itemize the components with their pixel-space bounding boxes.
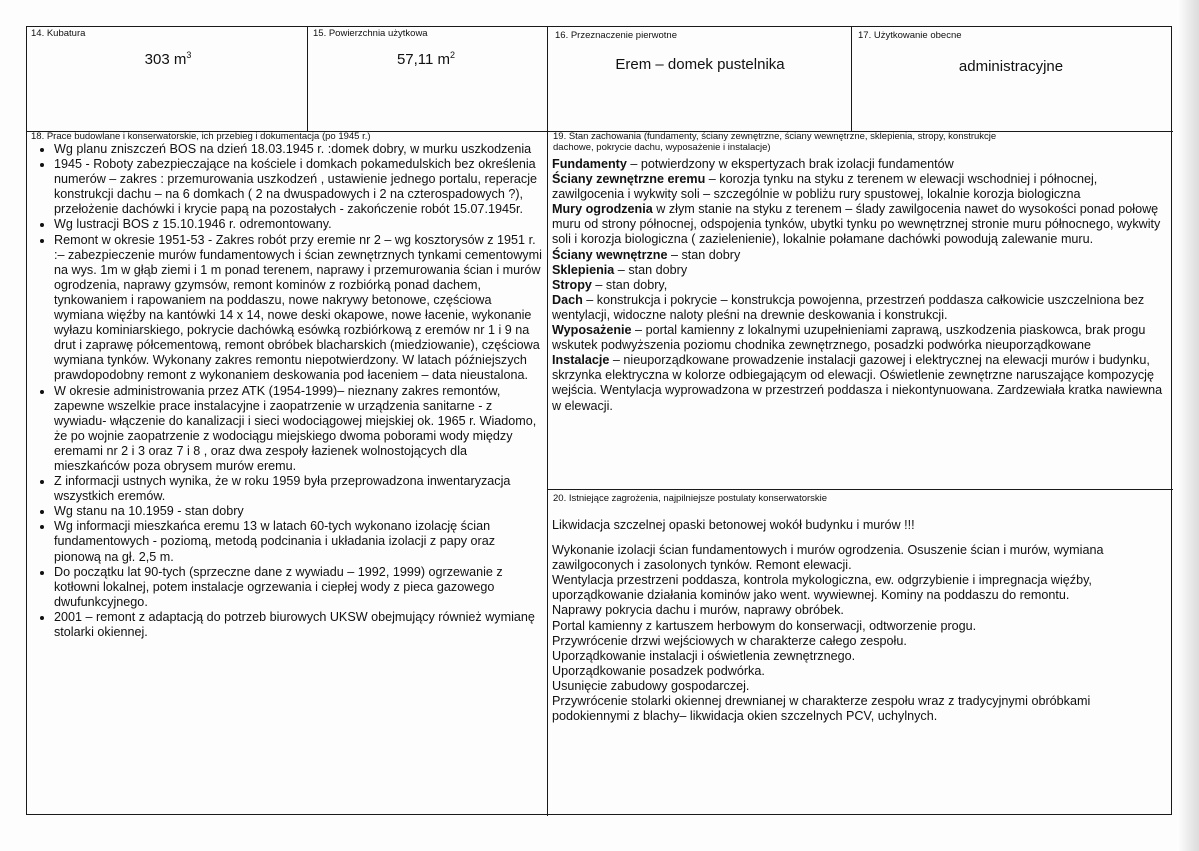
field-17-label: 17. Użytkowanie obecne — [858, 30, 962, 41]
condition-entry — [552, 172, 1168, 202]
postulate-item: Usunięcie zabudowy gospodarczej. — [552, 678, 750, 693]
postulate-item: Naprawy pokrycia dachu i murów, naprawy obróbek. — [552, 603, 844, 618]
section-19-content — [552, 157, 1168, 414]
section-18-list — [32, 142, 542, 640]
condition-term: Mury ogrodzenia — [552, 202, 653, 217]
page-edge-shadow — [1177, 0, 1199, 851]
list-item: • W okresie administrowania przez ATK (1954-1999)– nieznany zakres remontów, zapewne wszelkie prace instalacyjne i zaopatrzenie w urządzenia sanitarne - z wywiadu- włączenie do kanalizacji i sieci wodociągowej miejskiej ok. 1965 r. Wiadomo, że po wojnie zaopatrzenie z wodociągu miejskiego dwoma poborami wody między eremami nr 2 i 3 oraz 7 i 8 , oraz dwa zespoły łazienek wolnostojących dla mieszkańców poza obrysem murów eremu. — [54, 384, 542, 475]
condition-text: – potwierdzony w ekspertyzach brak izolacji fundamentów — [626, 157, 954, 171]
condition-text: – nieuporządkowane prowadzenie instalacji gazowej i elektrycznej na elewacji murów i budynku, skrzynka elektryczna w kolorze odbiegającym od elewacji. Oświetlenie zewnętrzne naruszające kompozycję wejścia. Wentylacja wyprowadzona w przestrzeń poddasza i niekontynuowana. Zardzewiała kratka nawiewna w elewacji. — [552, 353, 1163, 413]
condition-text: – stan dobry, — [591, 277, 668, 292]
list-item: • Wg stanu na 10.1959 - stan dobry — [54, 504, 542, 519]
field-14-value — [30, 50, 306, 68]
condition-entry — [552, 157, 1168, 172]
section-19-label: 19. Stan zachowania (fundamenty, ściany zewnętrzne, ściany wewnętrzne, sklepienia, stropy, konstrukcje dachowe, pokrycie dachu, wyposażenie i instalacje) — [553, 131, 997, 153]
condition-entry — [552, 293, 1168, 323]
field-14-unit-exponent: 3 — [186, 50, 192, 60]
condition-text: – stan dobry — [614, 262, 688, 277]
list-item: • Wg planu zniszczeń BOS na dzień 18.03.1945 r. :domek dobry, w murku uszkodzenia — [54, 142, 542, 157]
postulate-item: Przywrócenie stolarki okiennej drewnianej w charakterze zespołu wraz z tradycyjnymi obróbkami podokiennymi z blachy– likwidacja okien szczelnych PCV, uchylnych. — [552, 694, 1091, 724]
condition-text: – portal kamienny z lokalnymi uzupełnieniami zaprawą, uszkodzenia piaskowca, brak progu wskutek podwyższenia poziomu chodnika zewnętrznego, posadzki podwórka nieuporządkowane — [552, 323, 1146, 353]
field-17-value: administracyjne — [958, 58, 1064, 75]
condition-text: – stan dobry — [667, 247, 741, 262]
condition-term: Dach — [552, 292, 583, 307]
list-item: • Do początku lat 90-tych (sprzeczne dane z wywiadu – 1992, 1999) ogrzewanie z kotłowni lokalnej, potem instalacje ogrzewania i ciepłej wody z pieca gazowego dwufunkcyjnego. — [54, 565, 542, 610]
condition-text: – korozja tynku na styku z terenem w elewacji wschodniej i północnej, zawilgocenia i wykwity soli – szczególnie w pobliżu rury spustowej, lokalnie korozja biologiczna — [552, 172, 1098, 202]
condition-entry — [552, 248, 1168, 263]
field-15-label: 15. Powierzchnia użytkowa — [313, 28, 428, 39]
postulate-item: Uporządkowanie posadzek podwórka. — [552, 663, 765, 678]
field-15-value-text: 57,11 m — [396, 51, 451, 68]
postulate-item: Likwidacja szczelnej opaski betonowej wokół budynku i murów !!! — [552, 518, 915, 532]
field-16-label: 16. Przeznaczenie pierwotne — [555, 30, 677, 41]
field-16-value: Erem – domek pustelnika — [615, 56, 785, 73]
postulate-item: Wykonanie izolacji ścian fundamentowych i murów ogrodzenia. Osuszenie ścian i murów, wymiana zawilgoconych i zasolonych tynków. Remont elewacji. — [552, 543, 1104, 573]
condition-term: Sklepienia — [552, 262, 615, 277]
list-item: • Wg lustracji BOS z 15.10.1946 r. odremontowany. — [54, 217, 542, 232]
condition-entry — [552, 202, 1168, 247]
condition-text: w złym stanie na styku z terenem – ślady zawilgocenia nawet do wysokości ponad połowę muru od strony północnej, odspojenia tynków, ubytki tynku po wewnętrznej stronie muru północnego, wykwity soli i korozja biologiczna ( zazielenienie), lokalnie połamane dachówki powodują zalewanie muru. — [552, 202, 1161, 247]
condition-term: Ściany wewnętrzne — [552, 247, 668, 262]
condition-term: Instalacje — [552, 353, 610, 368]
field-15-value — [308, 50, 544, 68]
postulate-item: Uporządkowanie instalacji i oświetlenia zewnętrznego. — [552, 648, 856, 663]
condition-term: Ściany zewnętrzne eremu — [552, 172, 706, 187]
divider — [547, 489, 1173, 490]
list-item: • Z informacji ustnych wynika, że w roku 1959 była przeprowadzona inwentaryzacja wszystkich eremów. — [54, 474, 542, 504]
condition-entry — [552, 263, 1168, 278]
postulate-item: Portal kamienny z kartuszem herbowym do konserwacji, odtworzenie progu. — [552, 618, 977, 633]
condition-entry — [552, 353, 1168, 413]
postulate-item: Wentylacja przestrzeni poddasza, kontrola mykologiczna, ew. odgrzybienie i impregnacja więźby, uporządkowanie działania kominów jako went. wywiewnej. Kominy na poddaszu do remontu. — [552, 573, 1092, 603]
list-item: • Wg informacji mieszkańca eremu 13 w latach 60-tych wykonano izolację ścian fundamentowych - poziomą, metodą podcinania i układania izolacji z papy oraz pionową na gł. 2,5 m. — [54, 519, 542, 564]
field-14-label: 14. Kubatura — [31, 28, 86, 39]
section-20-label: 20. Istniejące zagrożenia, najpilniejsze postulaty konserwatorskie — [553, 493, 828, 504]
divider — [851, 27, 852, 131]
condition-term: Fundamenty — [552, 157, 627, 171]
condition-term: Wyposażenie — [552, 323, 632, 338]
condition-entry — [552, 323, 1168, 353]
field-14-value-text: 303 m — [144, 51, 187, 68]
list-item: • 2001 – remont z adaptacją do potrzeb biurowych UKSW obejmujący również wymianę stolarki okiennej. — [54, 610, 542, 640]
section-18-content — [32, 142, 542, 640]
condition-term: Stropy — [552, 277, 592, 292]
condition-text: – konstrukcja i pokrycie – konstrukcja powojenna, przestrzeń poddasza całkowicie uszczelniona bez wentylacji, widoczne naloty pleśni na drewnie deskowania i konstrukcji. — [552, 292, 1145, 322]
divider — [547, 27, 548, 816]
condition-entry — [552, 278, 1168, 293]
postulate-item: Przywrócenie drzwi wejściowych w charakterze całego zespołu. — [552, 633, 907, 648]
divider — [307, 27, 308, 131]
list-item: • Remont w okresie 1951-53 - Zakres robót przy eremie nr 2 – wg kosztorysów z 1951 r. :– zabezpieczenie murów fundamentowych i ścian zewnętrznych tynkami cementowymi na wys. 1m w głąb ziemi i 1 m ponad terenem, naprawy i przemurowania ścian i murów ogrodzenia, naprawy gzymsów, remont kominów z rozbiórką ponad dachem, tynkowaniem i rapowaniem na poddaszu, nowe nakrywy betonowe, częściowa wymiana więźby na kantówki 14 x 14, nowe deski okapowe, nowe łacenie, wykonanie wyłazu kominiarskiego, pokrycie dachówką esówką rozbiórkową z eremów nr 1 i 9 na drut i zaprawę półcementową, remont obróbek blacharskich (miedziowanie), częściowa wymiana tynków. Wykonany zakres remontu niepotwierdzony. W latach późniejszych prawdopodobny remont z wykonaniem deskowania pod łaceniem – data nieustalona. — [54, 233, 542, 384]
section-20-content — [552, 518, 1168, 724]
list-item: • 1945 - Roboty zabezpieczające na kościele i domkach pokamedulskich bez określenia numerów – zakres : przemurowania uszkodzeń , ustawienie jednego portalu, reperacje konstrukcji dachu – na 6 domkach ( 2 na dwuspadowych i 2 na czterospadowych ?), przełożenie dachówki i krycie papą na pozostałych - zakończenie robót 15.07.1945r. — [54, 157, 542, 217]
field-15-unit-exponent: 2 — [450, 50, 456, 60]
section-18-label: 18. Prace budowlane i konserwatorskie, ich przebieg i dokumentacja (po 1945 r.) — [31, 131, 371, 142]
